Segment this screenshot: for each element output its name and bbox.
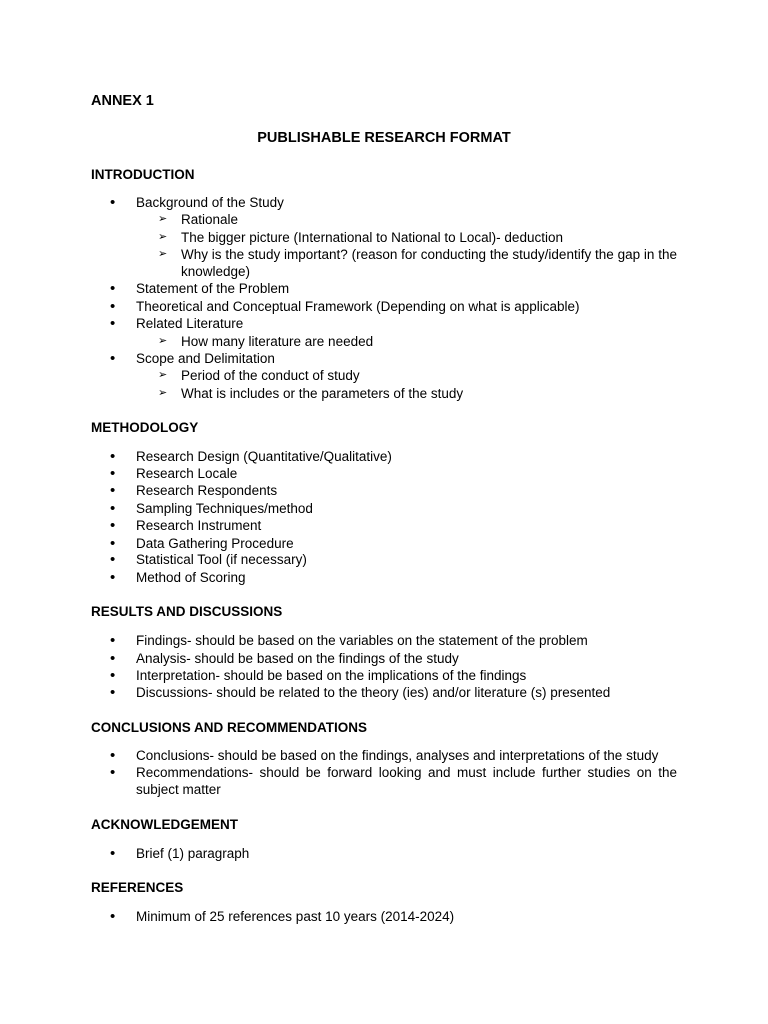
bullet-icon: • bbox=[110, 535, 116, 552]
bullet-icon: • bbox=[110, 194, 116, 211]
bullet-icon: • bbox=[110, 684, 116, 701]
list-item: Conclusions- should be based on the findings, analyses and interpretations of the study bbox=[136, 748, 659, 763]
annex-label: ANNEX 1 bbox=[91, 93, 154, 109]
arrow-bullet-icon: ➢ bbox=[158, 369, 168, 381]
arrow-bullet-icon: ➢ bbox=[158, 248, 168, 260]
list-item: Discussions- should be related to the theory (ies) and/or literature (s) presented bbox=[136, 685, 611, 700]
list-item: Minimum of 25 references past 10 years (2014-2024) bbox=[136, 909, 455, 924]
list-item: Related Literature bbox=[136, 316, 244, 331]
section-heading-introduction: INTRODUCTION bbox=[91, 167, 195, 182]
list-item: Research Instrument bbox=[136, 518, 262, 533]
bullet-icon: • bbox=[110, 465, 116, 482]
bullet-icon: • bbox=[110, 650, 116, 667]
arrow-bullet-icon: ➢ bbox=[158, 231, 168, 243]
section-heading-methodology: METHODOLOGY bbox=[91, 420, 199, 435]
document-title: PUBLISHABLE RESEARCH FORMAT bbox=[257, 130, 511, 146]
list-item: Statistical Tool (if necessary) bbox=[136, 552, 307, 567]
bullet-icon: • bbox=[110, 764, 116, 781]
list-item: Scope and Delimitation bbox=[136, 351, 275, 366]
list-item: Sampling Techniques/method bbox=[136, 501, 313, 516]
bullet-icon: • bbox=[110, 845, 116, 862]
list-item: Background of the Study bbox=[136, 195, 284, 210]
list-item: Research Design (Quantitative/Qualitative) bbox=[136, 449, 392, 464]
bullet-icon: • bbox=[110, 482, 116, 499]
bullet-icon: • bbox=[110, 315, 116, 332]
list-item: Findings- should be based on the variables on the statement of the problem bbox=[136, 633, 588, 648]
bullet-icon: • bbox=[110, 667, 116, 684]
bullet-icon: • bbox=[110, 517, 116, 534]
list-item: Research Respondents bbox=[136, 483, 278, 498]
list-item: Statement of the Problem bbox=[136, 281, 290, 296]
list-item: Brief (1) paragraph bbox=[136, 846, 250, 861]
sub-list-item: Why is the study important? (reason for conducting the study/identify the gap in the knowledge) bbox=[181, 247, 677, 279]
list-item: Interpretation- should be based on the implications of the findings bbox=[136, 668, 527, 683]
list-item: Analysis- should be based on the findings of the study bbox=[136, 651, 459, 666]
sub-list-item: What is includes or the parameters of the study bbox=[181, 386, 464, 401]
section-heading-conclusions: CONCLUSIONS AND RECOMMENDATIONS bbox=[91, 720, 367, 735]
sub-list-item: Period of the conduct of study bbox=[181, 368, 360, 383]
bullet-icon: • bbox=[110, 908, 116, 925]
arrow-bullet-icon: ➢ bbox=[158, 335, 168, 347]
bullet-icon: • bbox=[110, 569, 116, 586]
bullet-icon: • bbox=[110, 298, 116, 315]
bullet-icon: • bbox=[110, 551, 116, 568]
bullet-icon: • bbox=[110, 448, 116, 465]
arrow-bullet-icon: ➢ bbox=[158, 213, 168, 225]
bullet-icon: • bbox=[110, 280, 116, 297]
sub-list-item: How many literature are needed bbox=[181, 334, 374, 349]
bullet-icon: • bbox=[110, 747, 116, 764]
bullet-icon: • bbox=[110, 350, 116, 367]
sub-list-item: Rationale bbox=[181, 212, 239, 227]
section-heading-acknowledgement: ACKNOWLEDGEMENT bbox=[91, 817, 238, 832]
list-item: Data Gathering Procedure bbox=[136, 536, 294, 551]
list-item: Recommendations- should be forward looking and must include further studies on the subject matter bbox=[136, 765, 677, 797]
sub-list-item: The bigger picture (International to National to Local)- deduction bbox=[181, 230, 563, 245]
list-item: Research Locale bbox=[136, 466, 238, 481]
list-item: Theoretical and Conceptual Framework (Depending on what is applicable) bbox=[136, 299, 580, 314]
bullet-icon: • bbox=[110, 500, 116, 517]
list-item: Method of Scoring bbox=[136, 570, 246, 585]
bullet-icon: • bbox=[110, 632, 116, 649]
section-heading-results: RESULTS AND DISCUSSIONS bbox=[91, 604, 283, 619]
section-heading-references: REFERENCES bbox=[91, 880, 184, 895]
arrow-bullet-icon: ➢ bbox=[158, 387, 168, 399]
